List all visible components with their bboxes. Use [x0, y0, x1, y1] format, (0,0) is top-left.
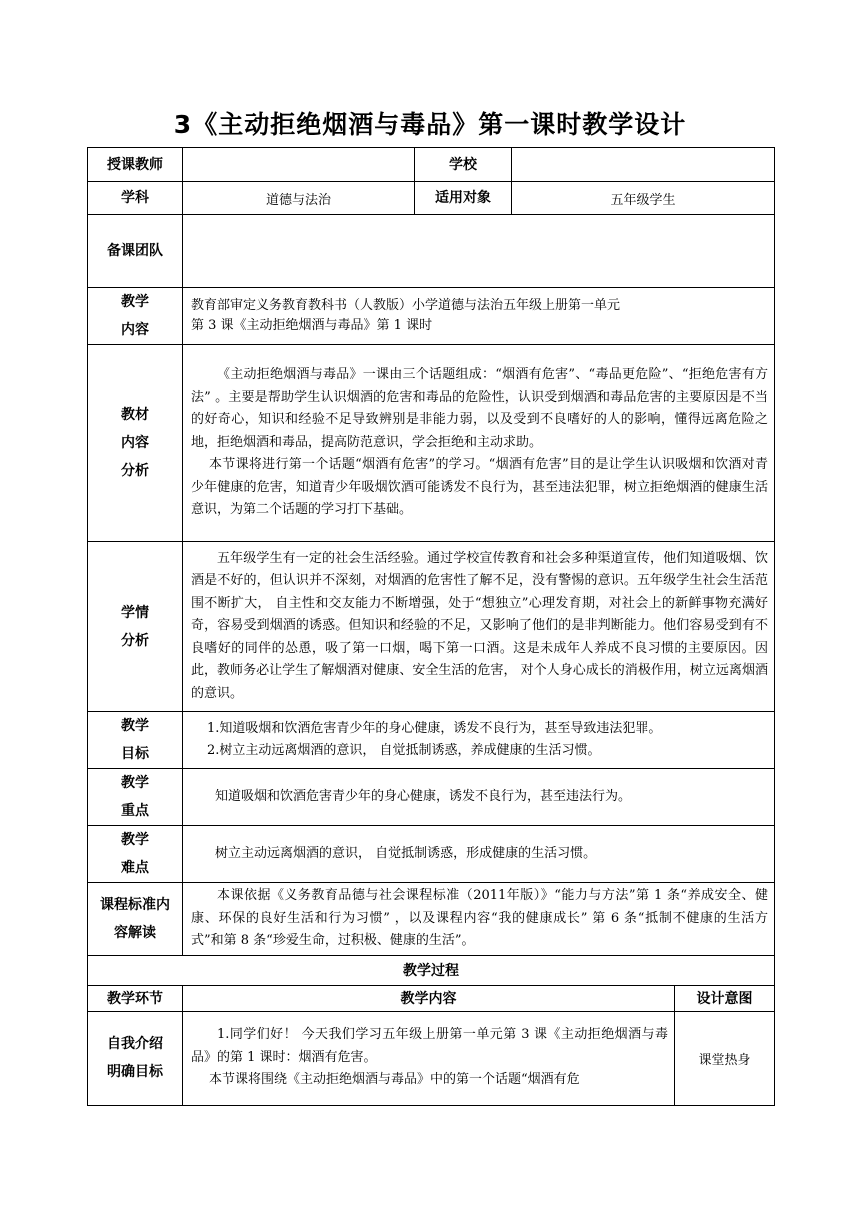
label-key-line2: 重点 [121, 803, 149, 819]
label-learner-line1: 学情 [121, 604, 149, 621]
row-difficult-point [88, 826, 775, 883]
value-teacher [183, 148, 415, 182]
content-line1: 教育部审定义务教育教科书（人教版）小学道德与法治五年级上册第一单元 [191, 298, 621, 313]
process-row [88, 1011, 775, 1105]
label-standard-line2: 容解读 [114, 924, 156, 941]
row-standard [88, 883, 775, 956]
value-audience: 五年级学生 [512, 182, 775, 215]
label-material-line2: 内容 [121, 435, 149, 451]
key-point-text: 知道吸烟和饮酒危害青少年的身心健康，诱发不良行为，甚至违法行为。 [183, 769, 775, 826]
label-difficult-point [88, 826, 183, 883]
label-team: 备课团队 [88, 215, 183, 288]
row-process-columns [88, 985, 775, 1011]
label-difficult-line1: 教学 [121, 832, 149, 848]
page-title: 3《主动拒绝烟酒与毒品》第一课时教学设计 [173, 110, 687, 139]
process-content [183, 1011, 675, 1105]
value-team [183, 215, 775, 288]
label-standard-line1: 课程标准内 [100, 896, 170, 913]
difficult-point-text: 树立主动远离烟酒的意识， 自觉抵制诱惑，形成健康的生活习惯。 [183, 826, 775, 883]
process-paragraph-1: 1.同学们好！ 今天我们学习五年级上册第一单元第 3 课《主动拒绝烟酒与毒品》的第 1 课时：烟酒有危害。 [191, 1027, 668, 1065]
row-material-analysis [88, 345, 775, 542]
process-stage [88, 1011, 183, 1105]
row-subject-audience [88, 182, 775, 215]
row-learner-analysis [88, 542, 775, 712]
goal-1: 1.知道吸烟和饮酒危害青少年的身心健康，诱发不良行为，甚至导致违法犯罪。 [207, 720, 662, 736]
label-goals-line2: 目标 [121, 746, 149, 762]
col-content-header: 教学内容 [183, 985, 675, 1011]
content-line2: 第 3 课《主动拒绝烟酒与毒品》第 1 课时 [191, 318, 433, 333]
label-audience: 适用对象 [415, 182, 512, 215]
label-school: 学校 [415, 148, 512, 182]
material-paragraph-1: 《主动拒绝烟酒与毒品》一课由三个话题组成：“烟酒有危害”、“毒品更危险”、“拒绝危害有方法” 。主要是帮助学生认识烟酒的危害和毒品的危险性，认识受到烟酒和毒品危害的主要原因是不当的好奇心，知识和经验不足导致辨别是非能力弱，以及受到不良嗜好的人的影响，懂得远离危险之地，拒绝烟酒和毒品，提高防范意识，学会拒绝和主动求助。 [191, 367, 768, 450]
content-text [183, 288, 775, 345]
material-analysis-text [183, 345, 775, 542]
value-school [512, 148, 775, 182]
row-goals [88, 712, 775, 769]
learner-analysis-text [183, 542, 775, 712]
lesson-plan-table [87, 147, 775, 1106]
label-difficult-line2: 难点 [121, 860, 149, 876]
row-process-heading [88, 955, 775, 985]
standard-text [183, 883, 775, 956]
label-teacher: 授课教师 [88, 148, 183, 182]
process-stage-line1: 自我介绍 [107, 1036, 163, 1052]
label-goals-line1: 教学 [121, 718, 149, 734]
standard-paragraph: 本课依据《义务教育品德与社会课程标准（2011年版）》“能力与方法”第 1 条“养成安全、健康、环保的良好生活和行为习惯” ，以及课程内容“我的健康成长” 第 6 条“抵制不健康的生活方式”和第 8 条“珍爱生命，过积极、健康的生活”。 [191, 888, 768, 948]
process-heading: 教学过程 [88, 955, 775, 985]
row-team [88, 215, 775, 288]
value-subject: 道德与法治 [183, 182, 415, 215]
process-intent: 课堂热身 [675, 1011, 775, 1105]
col-intent-header: 设计意图 [675, 985, 775, 1011]
row-content [88, 288, 775, 345]
process-paragraph-2: 本节课将围绕《主动拒绝烟酒与毒品》中的第一个话题“烟酒有危 [209, 1072, 580, 1088]
label-material-line3: 分析 [121, 463, 149, 479]
row-key-point [88, 769, 775, 826]
label-content [88, 288, 183, 345]
label-content-line1: 教学 [121, 294, 149, 310]
goal-2: 2.树立主动远离烟酒的意识， 自觉抵制诱惑，养成健康的生活习惯。 [207, 743, 601, 758]
label-goals [88, 712, 183, 769]
label-material-line1: 教材 [121, 407, 149, 423]
goals-text [183, 712, 775, 769]
label-content-line2: 内容 [121, 322, 149, 338]
col-stage-header: 教学环节 [88, 985, 183, 1011]
label-material-analysis [88, 345, 183, 542]
label-learner-analysis [88, 542, 183, 712]
material-paragraph-2: 本节课将进行第一个话题“烟酒有危害”的学习。“烟酒有危害”目的是让学生认识吸烟和饮酒对青少年健康的危害，知道青少年吸烟饮酒可能诱发不良行为，甚至违法犯罪，树立拒绝烟酒的健康生活意识，为第二个话题的学习打下基础。 [191, 457, 768, 518]
label-learner-line2: 分析 [121, 632, 149, 649]
label-key-line1: 教学 [121, 775, 149, 791]
learner-paragraph: 五年级学生有一定的社会生活经验。通过学校宣传教育和社会多种渠道宣传，他们知道吸烟、饮酒是不好的，但认识并不深刻，对烟酒的危害性了解不足，没有警惕的意识。五年级学生社会生活范围不断扩大， 自主性和交友能力不断增强，处于“想独立”心理发育期，对社会上的新鲜事物充满好奇，容易受到烟酒的诱惑。但知识和经验的不足，又影响了他们的是非判断能力。他们容易受到有不良嗜好的同伴的怂恿，吸了第一口烟，喝下第一口酒。这是未成年人养成不良习惯的主要原因。因此，教师务必让学生了解烟酒对健康、安全生活的危害， 对个人身心成长的消极作用，树立远离烟酒的意识。 [191, 550, 768, 701]
label-subject: 学科 [88, 182, 183, 215]
label-standard [88, 883, 183, 956]
label-key-point [88, 769, 183, 826]
row-teacher-school [88, 148, 775, 182]
process-stage-line2: 明确目标 [107, 1064, 163, 1080]
